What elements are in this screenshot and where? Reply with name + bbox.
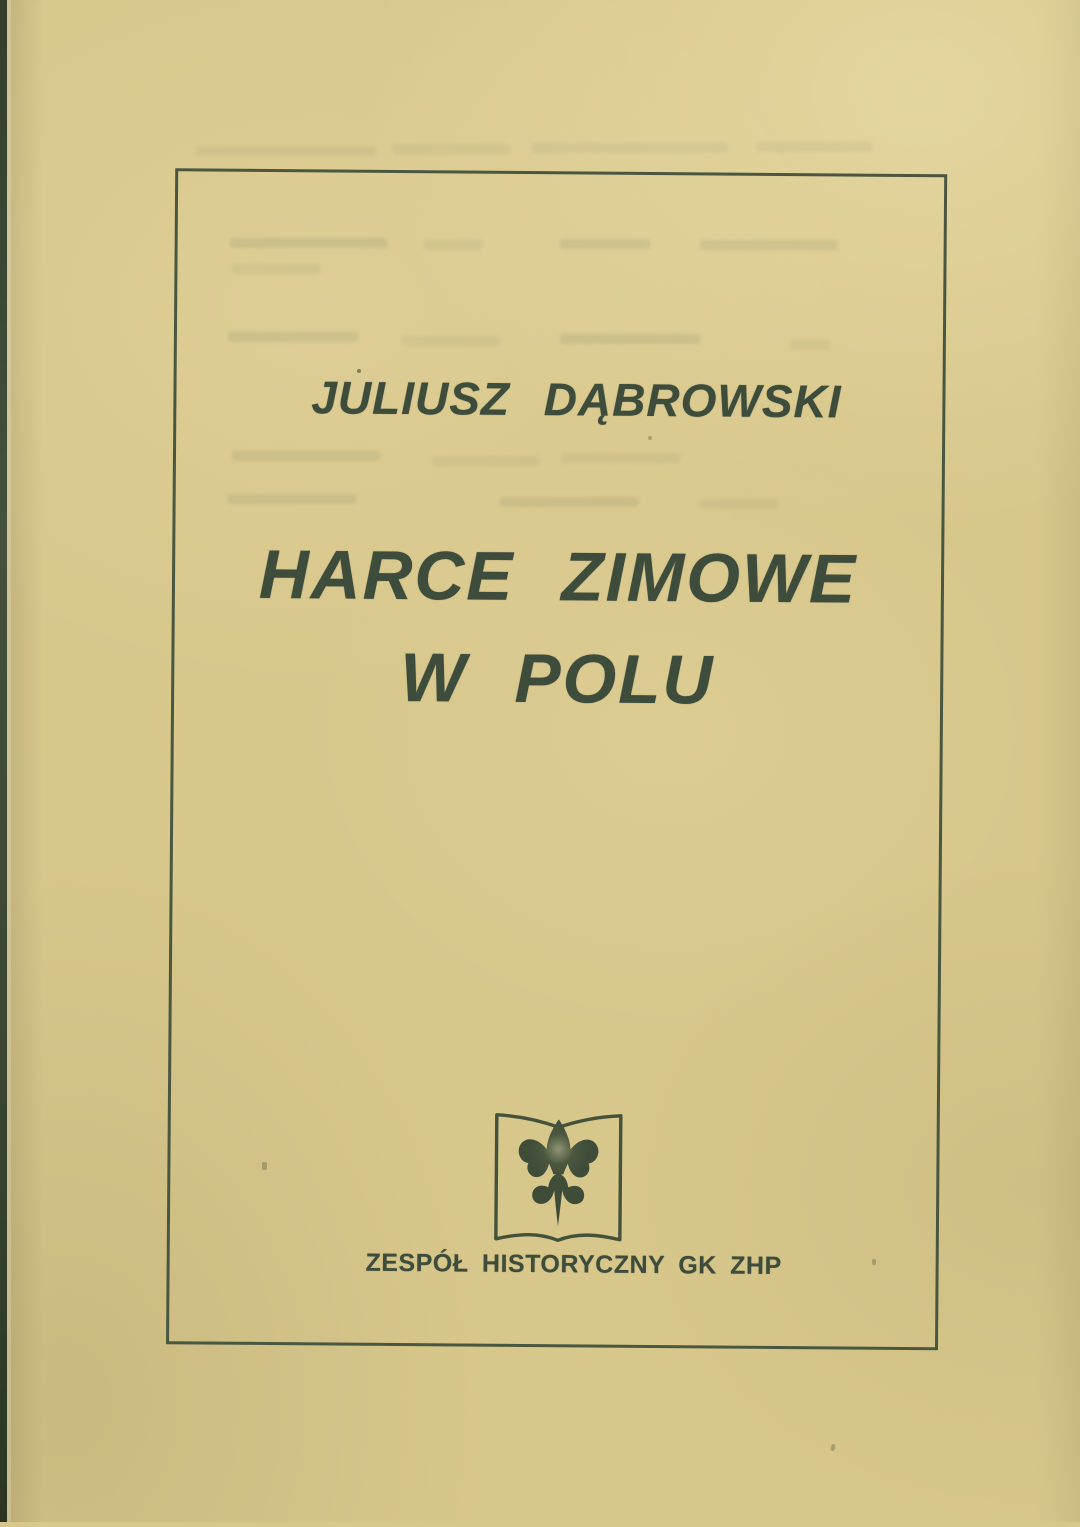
publisher-imprint: ZESPÓŁ HISTORYCZNY GK ZHP [365,1248,782,1281]
book-title-line2: W POLU [399,639,715,719]
zhp-logo [492,1107,625,1252]
open-book-fleur-de-lis-icon [492,1107,625,1252]
book-title-line1: HARCE ZIMOWE [258,535,858,618]
book-title [174,523,942,733]
author-name: JULIUSZ DĄBROWSKI [311,371,842,428]
cover-border-frame [166,168,947,1350]
